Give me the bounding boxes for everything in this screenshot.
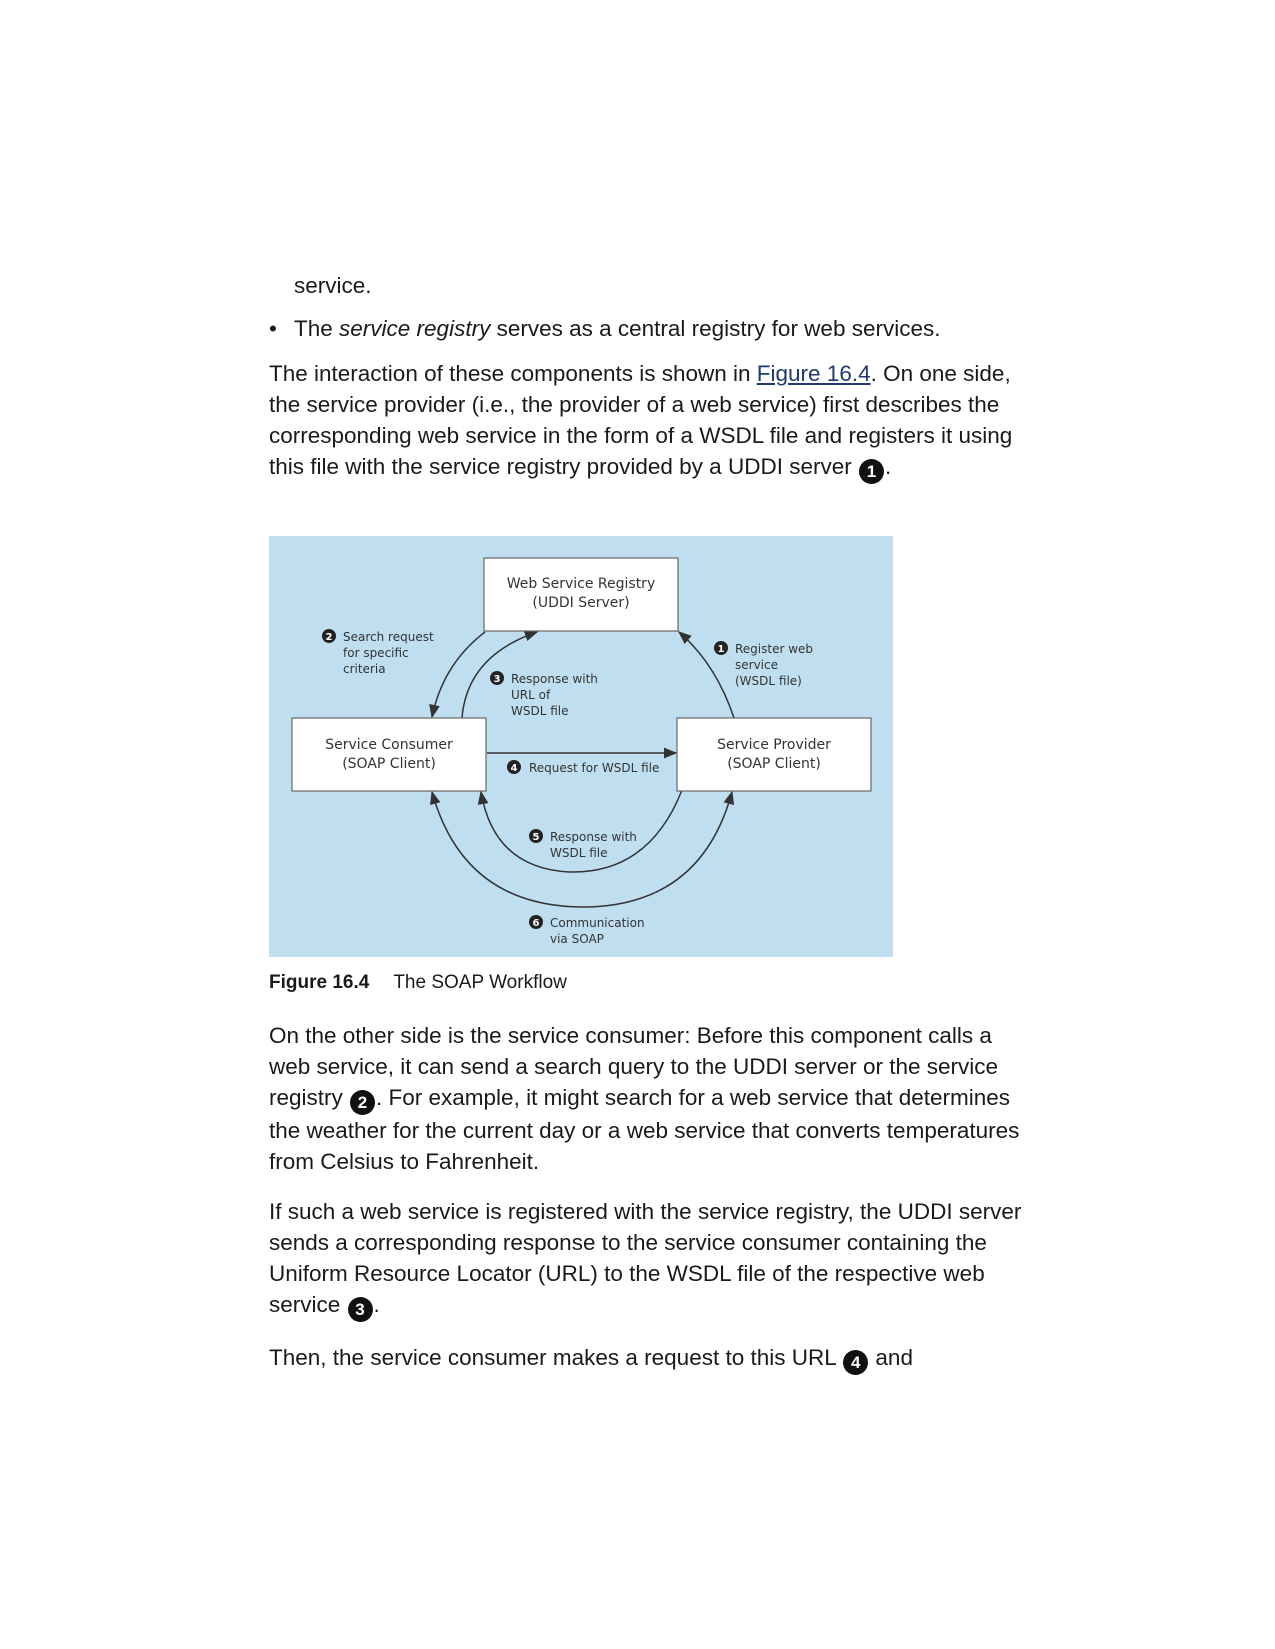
caption-title: The SOAP Workflow (393, 972, 567, 993)
bullet-emphasis: service registry (339, 316, 491, 341)
registry-label-line2: (UDDI Server) (532, 595, 630, 611)
para2-post: . For example, it might search for a web service that determines the weather for the current day or a web service that converts temperatures from Celsius to Fahrenheit. (269, 1085, 1020, 1174)
paragraph-registry-response (269, 1196, 1029, 1322)
step-1-line1: Register web (735, 642, 814, 656)
continuation-text: service. (294, 273, 372, 298)
para4-pre: Then, the service consumer makes a request to this URL (269, 1345, 843, 1370)
step-2-line1: Search request (343, 630, 434, 644)
bullet-pre: The (294, 316, 340, 341)
soap-workflow-figure (269, 536, 893, 957)
step-1-number: 1 (717, 644, 725, 655)
soap-workflow-diagram (269, 536, 893, 957)
step-1-line3: (WSDL file) (735, 674, 802, 688)
paragraph-service-consumer (269, 1020, 1029, 1177)
para1-pre: The interaction of these components is shown in (269, 361, 757, 386)
step-5-line1: Response with (550, 830, 637, 844)
step-2-line3: criteria (343, 662, 386, 676)
caption-label: Figure 16.4 (269, 972, 370, 993)
step-4-number: 4 (510, 763, 518, 774)
step-2-marker: 2 (350, 1090, 375, 1115)
step-6-line2: via SOAP (550, 932, 604, 946)
registry-box (484, 558, 678, 631)
consumer-box (292, 718, 486, 791)
step-6-line1: Communication (550, 916, 645, 930)
para2-pre: On the other side is the service consumer: Before this component calls a web service, it can send a search query to the UDDI server or the service registry (269, 1023, 999, 1110)
para3-end: . (373, 1292, 380, 1317)
step-4-marker: 4 (843, 1350, 868, 1375)
step-3-line1: Response with (511, 672, 598, 686)
step-1-marker: 1 (859, 459, 884, 484)
figure-16-4-link[interactable]: Figure 16.4 (756, 361, 871, 386)
step-6-number: 6 (532, 918, 540, 929)
step-3-number: 3 (493, 674, 501, 685)
provider-box (677, 718, 871, 791)
para1-end: . (884, 454, 892, 479)
bullet-text (294, 313, 940, 344)
paragraph-interaction (269, 358, 1029, 484)
para3-pre: If such a web service is registered with the service registry, the UDDI server sends a corresponding response to the service consumer containing the Uniform Resource Locator (URL) to the WSDL file of the respective web service (269, 1199, 1022, 1317)
bullet-marker: • (269, 316, 277, 341)
continued-text (294, 270, 1054, 301)
step-5-number: 5 (532, 832, 540, 843)
provider-label-line2: (SOAP Client) (727, 756, 821, 772)
para4-post: and (869, 1345, 913, 1370)
step-5-line2: WSDL file (550, 846, 608, 860)
consumer-label-line2: (SOAP Client) (342, 756, 436, 772)
step-1-line2: service (735, 658, 778, 672)
provider-label-line1: Service Provider (717, 737, 831, 753)
step-2-number: 2 (325, 632, 333, 643)
para1-post: . On one side, the service provider (i.e., the provider of a web service) first describes the corresponding web service in the form of a WSDL file and registers it using this file with the service registry provided by a UDDI server (269, 361, 1013, 479)
figure-caption (269, 971, 567, 995)
step-3-marker: 3 (348, 1297, 373, 1322)
bullet-post: serves as a central registry for web services. (490, 316, 941, 341)
step-2-line2: for specific (343, 646, 409, 660)
step-3-line3: WSDL file (511, 704, 569, 718)
registry-label-line1: Web Service Registry (506, 576, 656, 592)
step-4-line1: Request for WSDL file (529, 761, 660, 775)
consumer-label-line1: Service Consumer (325, 737, 453, 753)
step-label-4 (507, 760, 659, 775)
step-3-line2: URL of (511, 688, 551, 702)
paragraph-request-url (269, 1342, 1029, 1375)
